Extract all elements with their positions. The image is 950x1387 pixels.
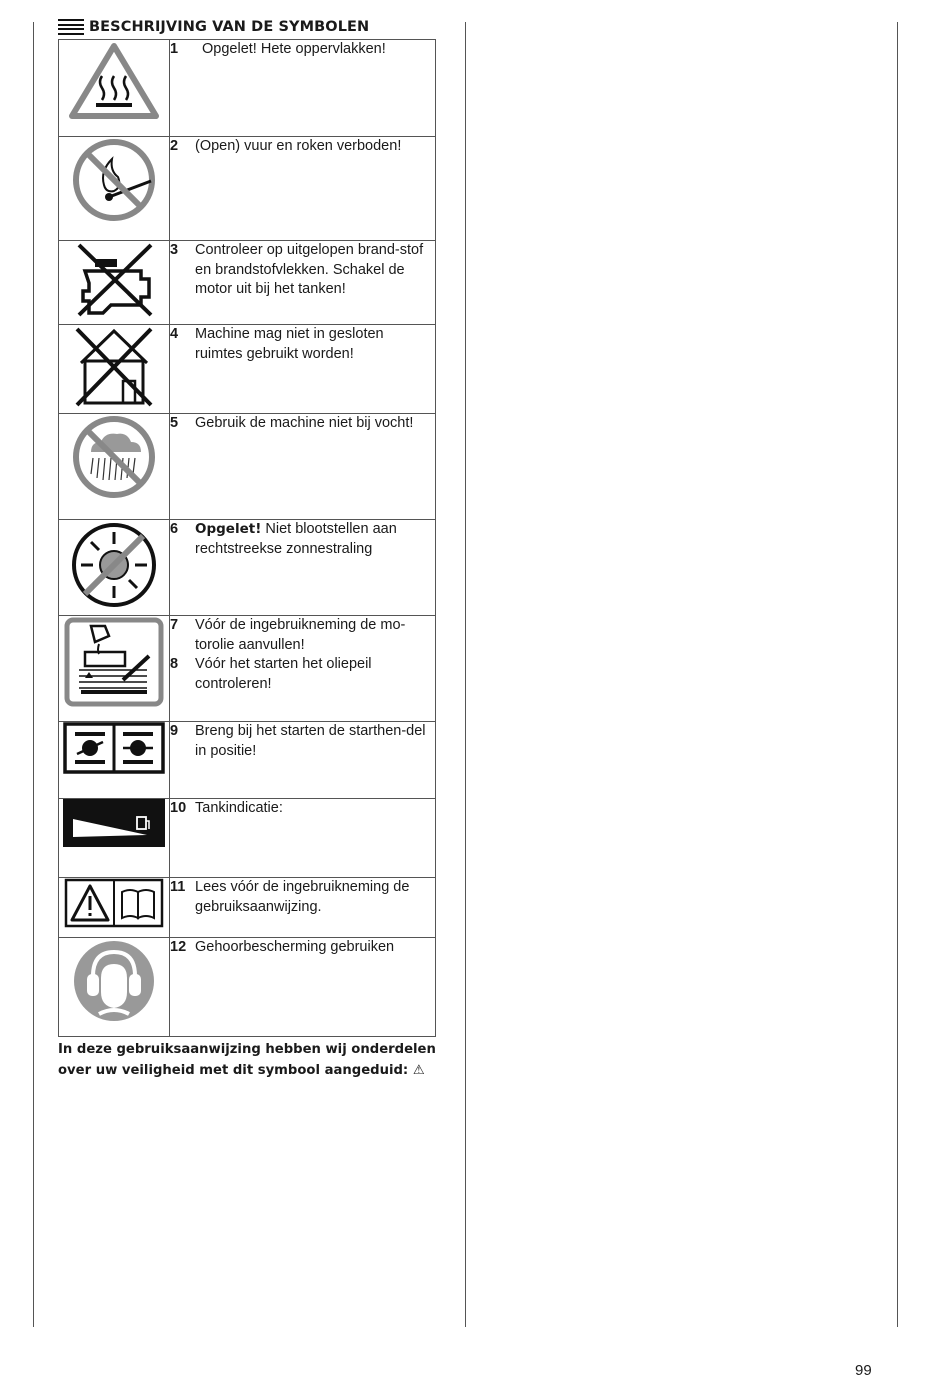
engine-off-icon (59, 241, 170, 325)
warning-triangle-icon: ⚠ (412, 1063, 425, 1078)
no-open-fire-icon (59, 137, 170, 241)
no-rain-icon (59, 414, 170, 520)
symbol-text-1: 1 Opgelet! Hete oppervlakken! (170, 40, 436, 137)
symbol-text-4: 4 Machine mag niet in gesloten ruimtes gebruikt worden! (170, 325, 436, 414)
page-number: 99 (855, 1362, 872, 1379)
column-divider-line (465, 22, 466, 1327)
left-margin-line (33, 22, 34, 1327)
warning-label: Opgelet! (195, 521, 262, 537)
symbol-text-2: 2 (Open) vuur en roken verboden! (170, 137, 436, 241)
right-margin-line (897, 22, 898, 1327)
symbol-row-9 (59, 722, 436, 799)
fuel-gauge-icon (59, 799, 170, 878)
no-indoor-use-icon (59, 325, 170, 414)
safety-note: In deze gebruiksaanwijzing hebben wij onderdelen over uw veiligheid met dit symbool aangeduid: ⚠ (58, 1042, 436, 1078)
symbol-row-1 (59, 40, 436, 137)
symbol-row-3 (59, 241, 436, 325)
symbol-text-6: 6 Opgelet! Niet blootstellen aan rechtstreekse zonnestraling (170, 520, 436, 616)
section-title: BESCHRIJVING VAN DE SYMBOLEN (89, 19, 370, 35)
symbols-table (58, 39, 436, 1037)
symbol-text-12: 12 Gehoorbescherming gebruiken (170, 938, 436, 1037)
symbol-row-11 (59, 878, 436, 938)
section-heading (58, 16, 369, 38)
symbol-text-5: 5 Gebruik de machine niet bij vocht! (170, 414, 436, 520)
symbol-row-6 (59, 520, 436, 616)
symbol-row-4 (59, 325, 436, 414)
symbol-row-5 (59, 414, 436, 520)
ear-protection-icon (59, 938, 170, 1037)
symbol-text-7-8: 7 Vóór de ingebruikneming de mo-torolie aanvullen! 8 Vóór het starten het oliepeil controleren! (170, 616, 436, 722)
symbol-text-9: 9 Breng bij het starten de starthen-del in positie! (170, 722, 436, 799)
read-manual-icon (59, 878, 170, 938)
choke-lever-icon (59, 722, 170, 799)
symbol-row-10 (59, 799, 436, 878)
symbol-row-2 (59, 137, 436, 241)
hot-surface-warning-icon (59, 40, 170, 137)
symbol-text-11: 11 Lees vóór de ingebruikneming de gebruiksaanwijzing. (170, 878, 436, 938)
symbol-text-3: 3 Controleer op uitgelopen brand-stof en brandstofvlekken. Schakel de motor uit bij het tanken! (170, 241, 436, 325)
symbol-text-10: 10 Tankindicatie: (170, 799, 436, 878)
symbol-row-12 (59, 938, 436, 1037)
oil-fill-icon (59, 616, 170, 722)
no-sun-icon (59, 520, 170, 616)
section-marker-icon (58, 19, 84, 35)
symbol-row-7-8 (59, 616, 436, 722)
